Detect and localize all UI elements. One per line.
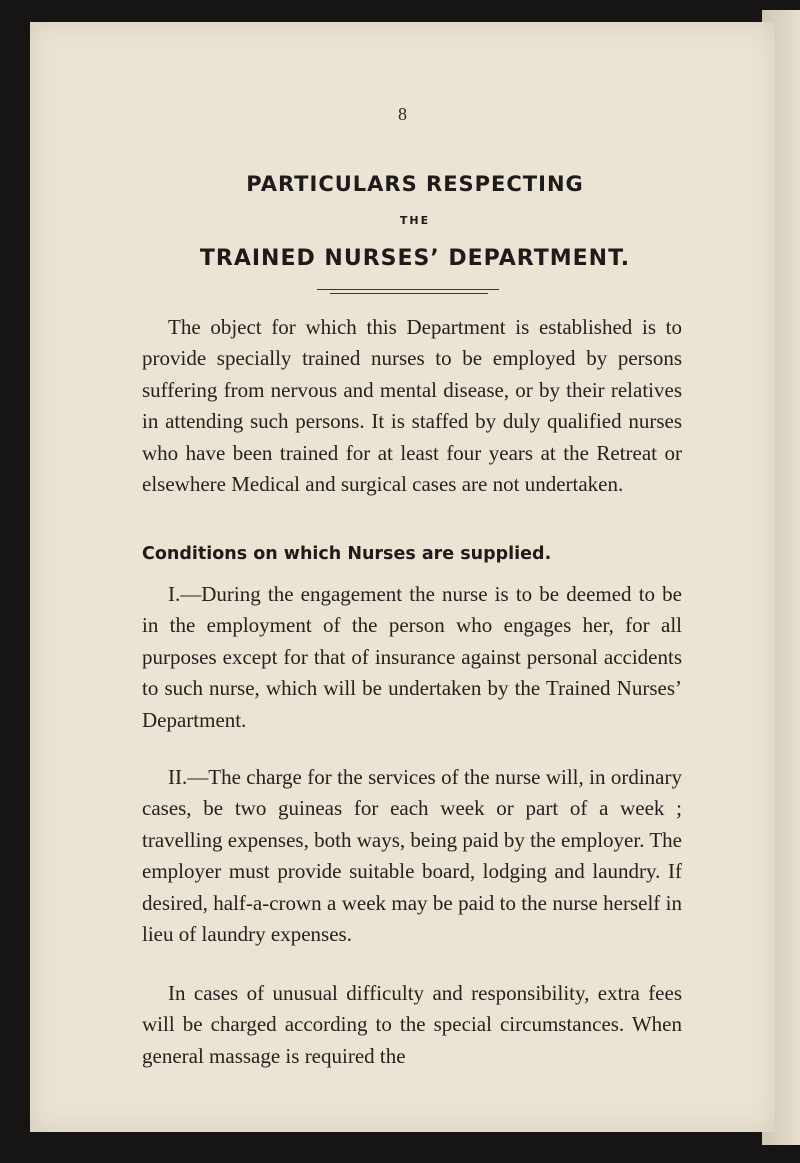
heading-line-3: TRAINED NURSES’ DEPARTMENT. <box>199 246 631 271</box>
condition-paragraph-3: In cases of unusual difficulty and responsibility, extra fees will be charged according to the special circumstances. When general massage is required the <box>142 981 682 1068</box>
heading-line-1: PARTICULARS RESPECTING <box>246 172 584 196</box>
heading-line-2: THE <box>399 214 431 227</box>
page-number: 8 <box>398 104 407 124</box>
condition-paragraph-1: I.—During the engagement the nurse is to be deemed to be in the employment of the person who engages her, for all purposes except for that of insurance against personal accidents to such nurse, which will be undertaken by the Trained Nurses’ Department. <box>142 582 682 732</box>
divider-rule-top <box>317 289 499 290</box>
book-page <box>30 22 775 1132</box>
divider-rule-bottom <box>330 293 488 294</box>
intro-paragraph: The object for which this Department is established is to provide specially trained nurses to be employed by persons suffering from nervous and mental disease, or by their relatives in attending such persons. It is staffed by duly qualified nurses who have been trained for at least four years at the Retreat or elsewhere Medical and surgical cases are not undertaken. <box>142 315 682 497</box>
section-title: Conditions on which Nurses are supplied. <box>142 544 552 564</box>
condition-paragraph-2: II.—The charge for the services of the nurse will, in ordinary cases, be two guineas for each week or part of a week ; travelling expenses, both ways, being paid by the employer. The employer must provide suitable board, lodging and laundry. If desired, half-a-crown a week may be paid to the nurse herself in lieu of laundry expenses. <box>142 765 682 947</box>
